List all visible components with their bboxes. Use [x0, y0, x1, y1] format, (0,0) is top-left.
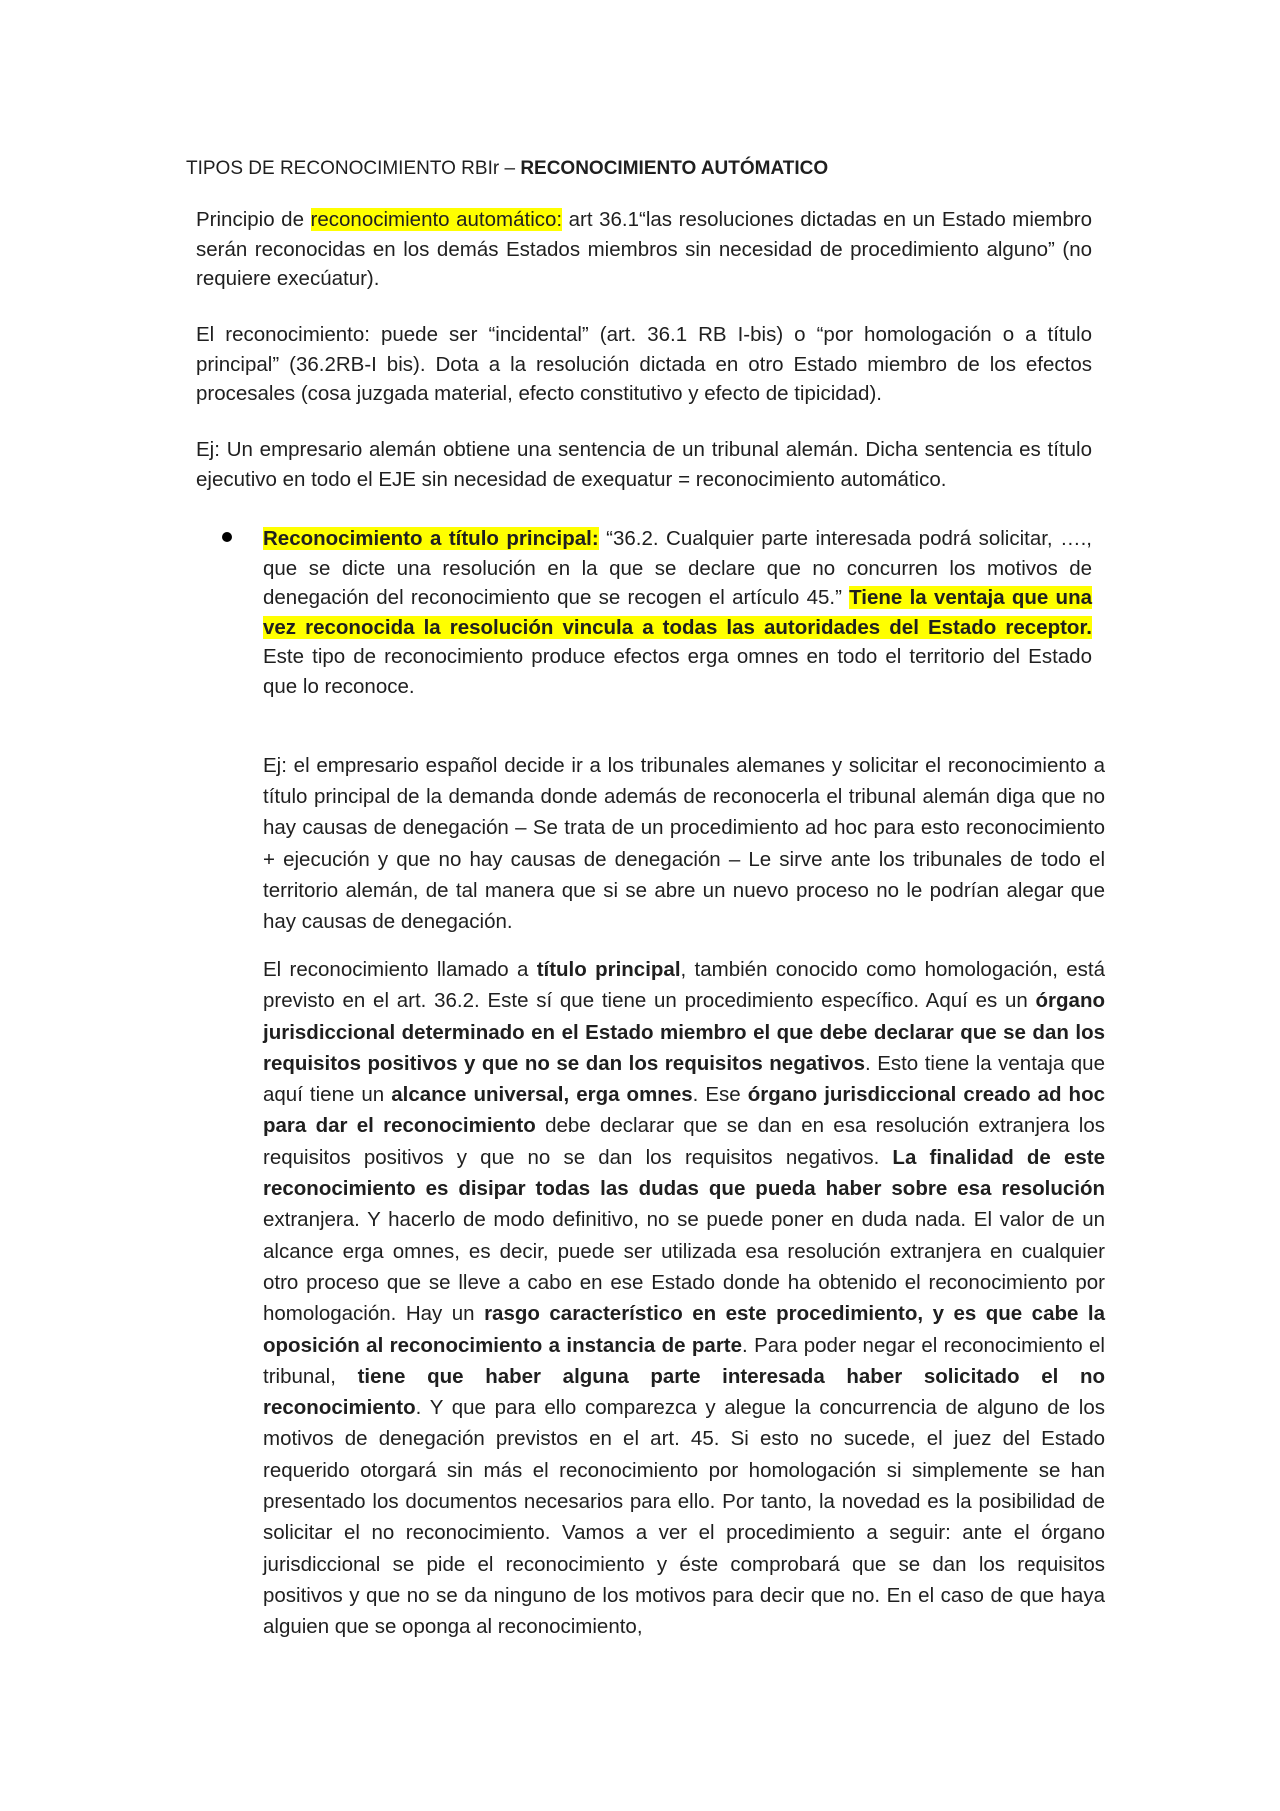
p6-b2: órgano jurisdiccional determinado en el Estado miembro el que debe declarar que se dan los requisitos positivos y que no se dan los requisitos negativos	[263, 989, 1105, 1075]
paragraph-example-2: Ej: el empresario español decide ir a los tribunales alemanes y solicitar el reconocimiento a título principal de la demanda donde además de reconocerla el tribunal alemán diga que no hay causas de denegación – Se trata de un procedimiento ad hoc para esto reconocimiento + ejecución y que no hay causas de denegación – Le sirve ante los tribunales de todo el territorio alemán, de tal manera que si se abre un nuevo proceso no le podrían alegar que hay causas de denegación.	[263, 754, 1105, 934]
p6-b3: alcance universal, erga omnes	[391, 1083, 693, 1107]
p6-s5: debe declarar que se dan en esa resolución extranjera los requisitos positivos y que no se dan los requisitos negativos.	[263, 1114, 1106, 1169]
p1-highlight: reconocimiento automático:	[310, 208, 563, 231]
document-title	[186, 156, 828, 182]
bullet-dot	[222, 532, 232, 542]
paragraph-example-1: Ej: Un empresario alemán obtiene una sentencia de un tribunal alemán. Dicha sentencia es título ejecutivo en todo el EJE sin necesidad de exequatur = reconocimiento automático.	[196, 438, 1092, 491]
title-prefix: TIPOS DE RECONOCIMIENTO RBIr –	[186, 158, 521, 179]
p6-b7: tiene que haber alguna parte interesada haber solicitado el no reconocimiento	[263, 1364, 1105, 1420]
p6-s6: extranjera. Y hacerlo de modo definitivo, no se puede poner en duda nada. El valor de un alcance erga omnes, es decir, puede ser utilizada esa resolución extranjera en cualquier otro proceso que se lleve a cabo en ese Estado donde ha obtenido el reconocimiento por homologación. Hay un	[263, 1208, 1105, 1326]
bullet-quote: “36.2. Cualquier parte interesada podrá solicitar, …., que se dicte una resolución en la que se declare que no concurren los motivos de denegación del reconocimiento que se recogen el artículo 45.”	[263, 527, 1092, 609]
title-bold: RECONOCIMIENTO AUTÓMATICO	[520, 158, 829, 179]
p6-s2: , también conocido como homologación, está previsto en el art. 36.2. Este sí que tiene un procedimiento específico. Aquí es un	[263, 958, 1105, 1013]
paragraph-recognition-types: El reconocimiento: puede ser “incidental” (art. 36.1 RB I-bis) o “por homologación o a título principal” (36.2RB-I bis). Dota a la resolución dictada en otro Estado miembro de los efectos procesales (cosa juzgada material, efecto constitutivo y efecto de tipicidad).	[196, 323, 1092, 405]
paragraph-homologation	[263, 954, 1105, 1643]
p6-b5: La finalidad de este reconocimiento es disipar todas las dudas que pueda haber sobre esa resolución	[263, 1145, 1106, 1201]
p6-s1: El reconocimiento llamado a	[263, 958, 537, 981]
p1-rest: art 36.1“las resoluciones dictadas en un Estado miembro serán reconocidas en los demás Estados miembros sin necesidad de procedimiento alguno” (no requiere execúatur).	[196, 208, 1093, 290]
bullet-principal-recognition	[263, 524, 1092, 701]
bullet-rest: Este tipo de reconocimiento produce efectos erga omnes en todo el territorio del Estado que lo reconoce.	[263, 645, 1092, 698]
p6-s4: . Ese	[692, 1083, 748, 1107]
paragraph-automatic-recognition	[196, 205, 1092, 294]
p6-b4: órgano jurisdiccional creado ad hoc para dar el reconocimiento	[263, 1083, 1106, 1138]
p6-s3: . Esto tiene la ventaja que aquí tiene un	[263, 1051, 1105, 1107]
p6-b1: título principal	[536, 958, 681, 981]
p6-s7: . Para poder negar el reconocimiento el tribunal,	[263, 1333, 1105, 1388]
bullet-bold-highlight: Tiene la ventaja que una vez reconocida la resolución vincula a todas las autoridades del Estado receptor.	[263, 586, 1092, 639]
p1-lead: Principio de	[196, 208, 311, 231]
p6-b6: rasgo característico en este procedimiento, y es que cabe la oposición al reconocimiento a instancia de parte	[263, 1302, 1105, 1357]
p6-s8: . Y que para ello comparezca y alegue la concurrencia de alguno de los motivos de denegación previstos en el art. 45. Si esto no sucede, el juez del Estado requerido otorgará sin más el reconocimiento por homologación si simplemente se han presentado los documentos necesarios para ello. Por tanto, la novedad es la posibilidad de solicitar el no reconocimiento. Vamos a ver el procedimiento a seguir: ante el órgano jurisdiccional se pide el reconocimiento y éste comprobará que se dan los requisitos positivos y que no se da ninguno de los motivos para decir que no. En el caso de que haya alguien que se oponga al reconocimiento,	[263, 1396, 1105, 1639]
bullet-title-highlight: Reconocimiento a título principal:	[263, 527, 599, 550]
